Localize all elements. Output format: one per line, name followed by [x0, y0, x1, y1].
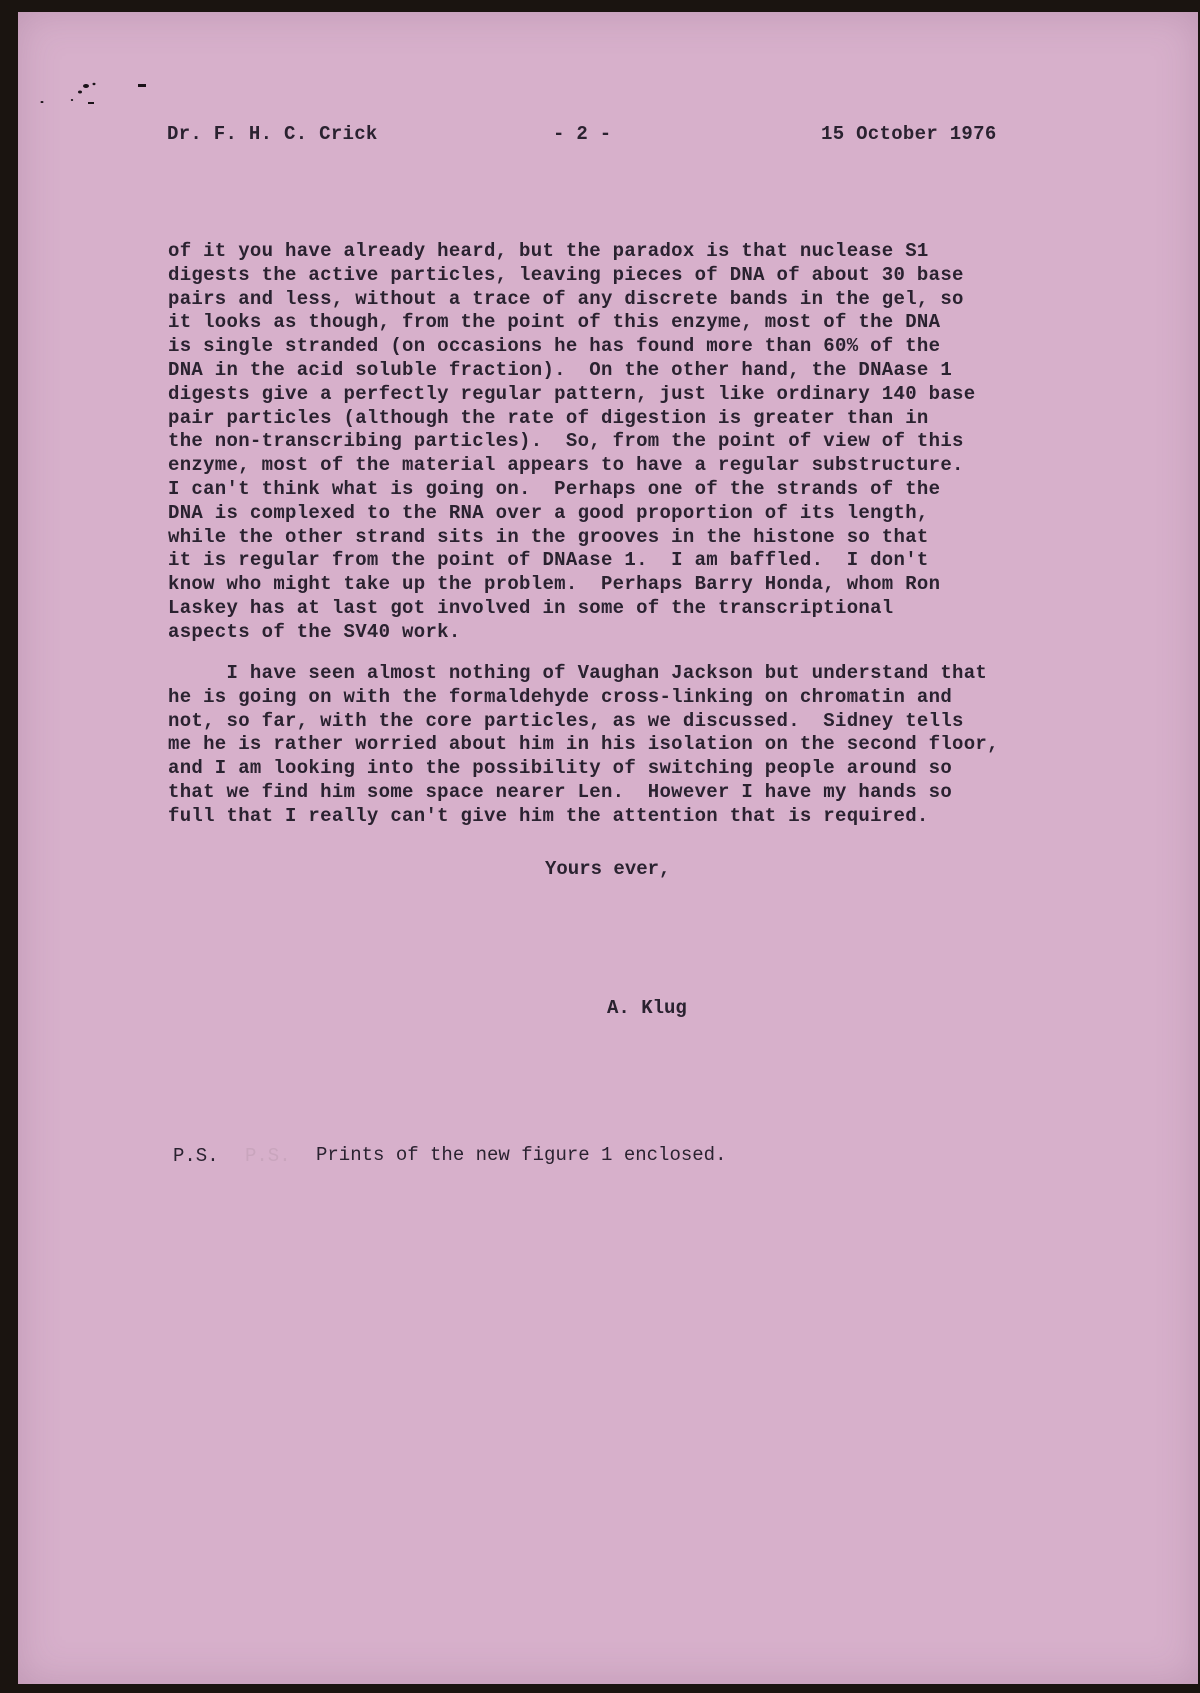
- header-page-number: - 2 -: [553, 123, 612, 145]
- ink-smudge-marks: [28, 72, 158, 132]
- postscript-ghost-label: P.S.: [245, 1145, 291, 1167]
- text-line: I have seen almost nothing of Vaughan Jackson but understand that: [168, 662, 988, 684]
- text-line: me he is rather worried about him in his isolation on the second floor,: [168, 733, 999, 756]
- signature-name: A. Klug: [607, 997, 687, 1019]
- text-line: I can't think what is going on. Perhaps one of the strands of the: [168, 477, 941, 500]
- text-line: while the other strand sits in the grooves in the histone so that: [168, 525, 929, 548]
- header-date: 15 October 1976: [821, 123, 997, 145]
- text-line: it is regular from the point of DNAase 1. I am baffled. I don't: [168, 549, 929, 572]
- letter-page: [18, 12, 1198, 1684]
- text-line: it looks as though, from the point of this enzyme, most of the DNA: [168, 311, 941, 334]
- text-line: not, so far, with the core particles, as we discussed. Sidney tells: [168, 709, 964, 732]
- text-line: that we find him some space nearer Len. However I have my hands so: [168, 780, 953, 803]
- text-line: he is going on with the formaldehyde cross-linking on chromatin and: [168, 685, 953, 708]
- text-line: digests the active particles, leaving pieces of DNA of about 30 base: [168, 263, 964, 286]
- header-recipient: Dr. F. H. C. Crick: [167, 123, 378, 145]
- text-line: digests give a perfectly regular pattern, just like ordinary 140 base: [168, 382, 976, 405]
- text-line: pair particles (although the rate of digestion is greater than in: [168, 406, 929, 429]
- text-line: aspects of the SV40 work.: [168, 620, 461, 643]
- text-line: DNA is complexed to the RNA over a good proportion of its length,: [168, 501, 929, 524]
- text-line: full that I really can't give him the attention that is required.: [168, 804, 929, 827]
- text-line: is single stranded (on occasions he has found more than 60% of the: [168, 335, 941, 358]
- postscript-label: P.S.: [173, 1145, 219, 1167]
- text-line: and I am looking into the possibility of switching people around so: [168, 757, 953, 780]
- closing: Yours ever,: [545, 858, 671, 880]
- text-line: enzyme, most of the material appears to have a regular substructure.: [168, 454, 964, 477]
- text-line: the non-transcribing particles). So, from the point of view of this: [168, 430, 964, 453]
- text-line: DNA in the acid soluble fraction). On the other hand, the DNAase 1: [168, 358, 953, 381]
- postscript-text: Prints of the new figure 1 enclosed.: [316, 1144, 727, 1166]
- text-line: Laskey has at last got involved in some of the transcriptional: [168, 596, 894, 619]
- text-line: of it you have already heard, but the paradox is that nuclease S1: [168, 240, 929, 262]
- text-line: pairs and less, without a trace of any discrete bands in the gel, so: [168, 287, 964, 310]
- body-paragraph-1: [168, 240, 1048, 645]
- body-paragraph-2: [168, 662, 1048, 829]
- text-line: know who might take up the problem. Perhaps Barry Honda, whom Ron: [168, 573, 941, 596]
